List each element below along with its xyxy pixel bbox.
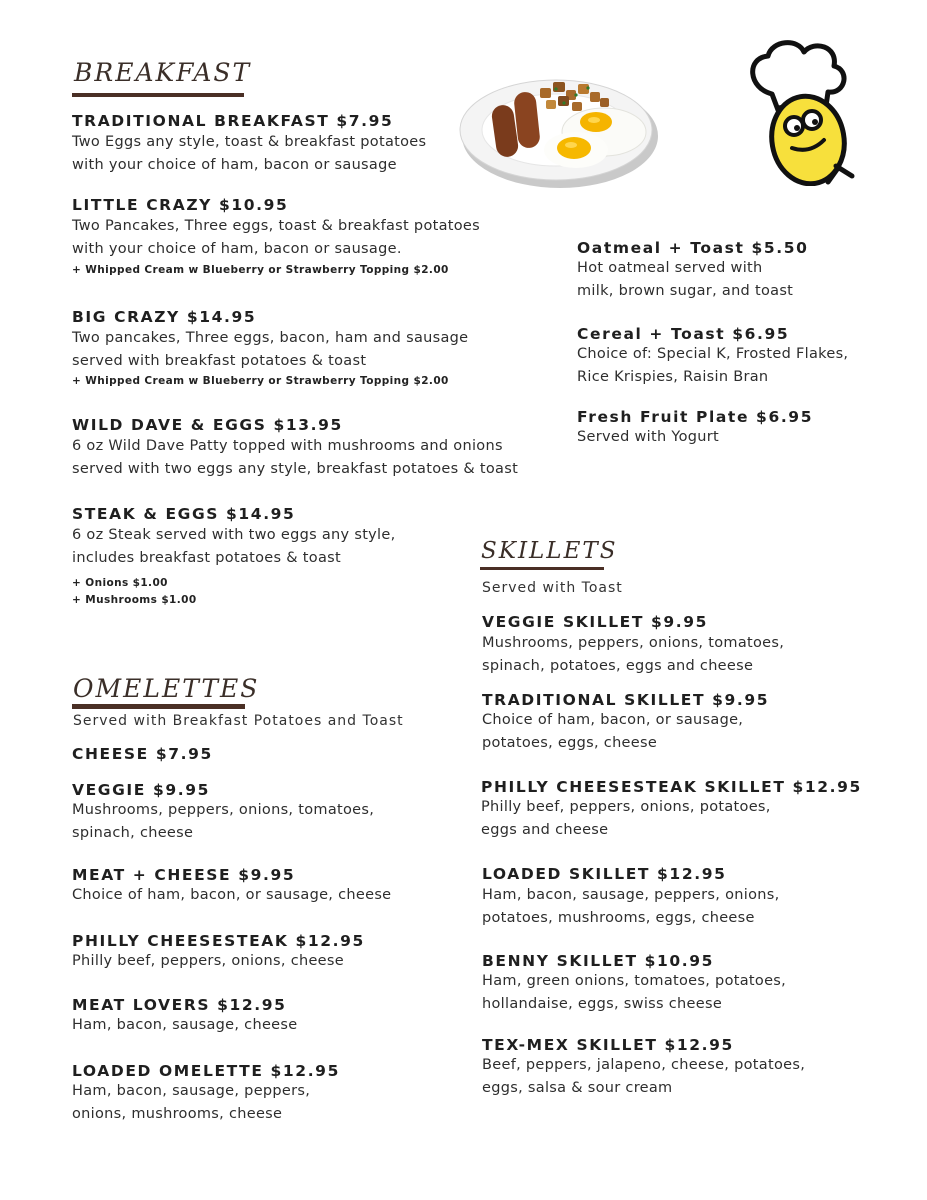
description-line: Philly beef, peppers, onions, cheese [72,953,344,969]
item-description [72,435,518,481]
description-line: served with two eggs any style, breakfast potatoes & toast [72,461,519,477]
description-line: Mushrooms, peppers, onions, tomatoes, [482,635,785,651]
item-title: LITTLE CRAZY $10.95 [72,196,289,214]
item-title: TRADITIONAL BREAKFAST $7.95 [72,112,394,130]
description-line: with your choice of ham, bacon or sausage [72,157,397,173]
description-line: spinach, cheese [72,825,194,841]
menu-item-veggie-omelette [72,781,374,845]
item-title: WILD DAVE & EGGS $13.95 [72,416,343,434]
menu-item-philly-cheesesteak-skillet [481,778,862,842]
menu-item-benny-skillet [482,952,786,1016]
item-description [482,1054,805,1100]
item-title: Cereal + Toast $6.95 [577,325,790,343]
menu-item-steak-eggs [72,505,396,609]
item-description [482,970,786,1016]
description-line: eggs and cheese [481,822,609,838]
description-line: 6 oz Steak served with two eggs any style, [72,527,396,543]
menu-item-little-crazy [72,196,480,279]
item-title: BENNY SKILLET $10.95 [482,952,715,970]
description-line: Choice of ham, bacon, or sausage, [482,712,744,728]
skillets-heading: SKILLETS [481,538,618,564]
description-line: Ham, bacon, sausage, peppers, onions, [482,887,780,903]
description-line: Ham, green onions, tomatoes, potatoes, [482,973,787,989]
item-title: MEAT LOVERS $12.95 [72,996,287,1014]
item-description [72,1014,297,1037]
menu-item-wild-dave-eggs [72,416,518,481]
item-description [482,709,769,755]
description-line: potatoes, mushrooms, eggs, cheese [482,910,755,926]
description-line: 6 oz Wild Dave Patty topped with mushrooms and onions [72,438,503,454]
item-description [72,215,480,261]
item-addon: + Onions $1.00 [72,577,168,589]
item-title: PHILLY CHEESESTEAK $12.95 [72,932,365,950]
description-line: milk, brown sugar, and toast [577,283,794,299]
menu-item-veggie-skillet [482,613,784,678]
item-description [577,343,848,389]
description-line: Ham, bacon, sausage, cheese [72,1017,298,1033]
description-line: Philly beef, peppers, onions, potatoes, [481,799,771,815]
menu-item-philly-cheesesteak-omelette [72,932,365,973]
description-line: Two Pancakes, Three eggs, toast & breakfast potatoes [72,218,481,234]
menu-item-loaded-omelette [72,1062,340,1126]
item-description [577,257,809,303]
description-line: Served with Yogurt [577,429,720,445]
description-line: Beef, peppers, jalapeno, cheese, potatoes, [482,1057,806,1073]
item-addon: + Whipped Cream w Blueberry or Strawberry Topping $2.00 [72,375,449,387]
description-line: served with breakfast potatoes & toast [72,353,367,369]
description-line: hollandaise, eggs, swiss cheese [482,996,723,1012]
description-line: Mushrooms, peppers, onions, tomatoes, [72,802,375,818]
item-description [577,426,813,449]
menu-item-cereal-toast [577,325,848,389]
skillets-underline [480,567,604,570]
description-line: Rice Krispies, Raisin Bran [577,369,769,385]
menu-item-meat-cheese-omelette [72,866,391,907]
item-title: TEX-MEX SKILLET $12.95 [482,1036,734,1054]
item-title: LOADED SKILLET $12.95 [482,865,727,883]
omelettes-heading: OMELETTES [73,674,260,703]
item-title: Oatmeal + Toast $5.50 [577,239,809,257]
item-description [72,327,468,373]
menu-item-cheese-omelette [72,745,213,763]
item-title: BIG CRAZY $14.95 [72,308,257,326]
description-line: spinach, potatoes, eggs and cheese [482,658,754,674]
description-line: onions, mushrooms, cheese [72,1106,283,1122]
description-line: potatoes, eggs, cheese [482,735,658,751]
menu-item-traditional-breakfast [72,112,426,177]
item-title: TRADITIONAL SKILLET $9.95 [482,691,770,709]
item-description [72,950,365,973]
menu-item-oatmeal-toast [577,239,809,303]
description-line: Choice of: Special K, Frosted Flakes, [577,346,849,362]
omelettes-subtitle: Served with Breakfast Potatoes and Toast [73,713,404,729]
menu-item-loaded-skillet [482,865,780,930]
item-description [481,796,862,842]
breakfast-heading: BREAKFAST [74,58,252,87]
breakfast-underline [72,93,244,97]
menu-item-fresh-fruit-plate [577,408,813,449]
item-title: PHILLY CHEESESTEAK SKILLET $12.95 [481,778,862,796]
omelettes-underline [72,704,245,709]
chef-mascot-logo [742,36,858,186]
description-line: Ham, bacon, sausage, peppers, [72,1083,311,1099]
item-title: MEAT + CHEESE $9.95 [72,866,296,884]
description-line: includes breakfast potatoes & toast [72,550,341,566]
item-description [482,884,780,930]
menu-item-big-crazy [72,308,468,390]
description-line: Two pancakes, Three eggs, bacon, ham and sausage [72,330,469,346]
description-line: Hot oatmeal served with [577,260,763,276]
item-description [72,884,391,907]
item-title: Fresh Fruit Plate $6.95 [577,408,814,426]
item-title: STEAK & EGGS $14.95 [72,505,296,523]
menu-item-tex-mex-skillet [482,1036,805,1100]
item-description [482,632,784,678]
item-description [72,524,396,570]
description-line: Two Eggs any style, toast & breakfast potatoes [72,134,427,150]
description-line: with your choice of ham, bacon or sausage. [72,241,402,257]
menu-item-meat-lovers-omelette [72,996,297,1037]
item-description [72,799,374,845]
menu-item-traditional-skillet [482,691,769,755]
skillets-subtitle: Served with Toast [482,580,623,596]
breakfast-plate-image [458,70,658,190]
item-addon: + Mushrooms $1.00 [72,594,197,606]
item-addons [72,575,396,609]
description-line: eggs, salsa & sour cream [482,1080,673,1096]
item-title: VEGGIE $9.95 [72,781,211,799]
item-title: VEGGIE SKILLET $9.95 [482,613,709,631]
item-description [72,1080,340,1126]
item-title: CHEESE $7.95 [72,745,213,763]
description-line: Choice of ham, bacon, or sausage, cheese [72,887,392,903]
item-description [72,131,426,177]
item-title: LOADED OMELETTE $12.95 [72,1062,340,1080]
item-addon: + Whipped Cream w Blueberry or Strawberry Topping $2.00 [72,264,449,276]
